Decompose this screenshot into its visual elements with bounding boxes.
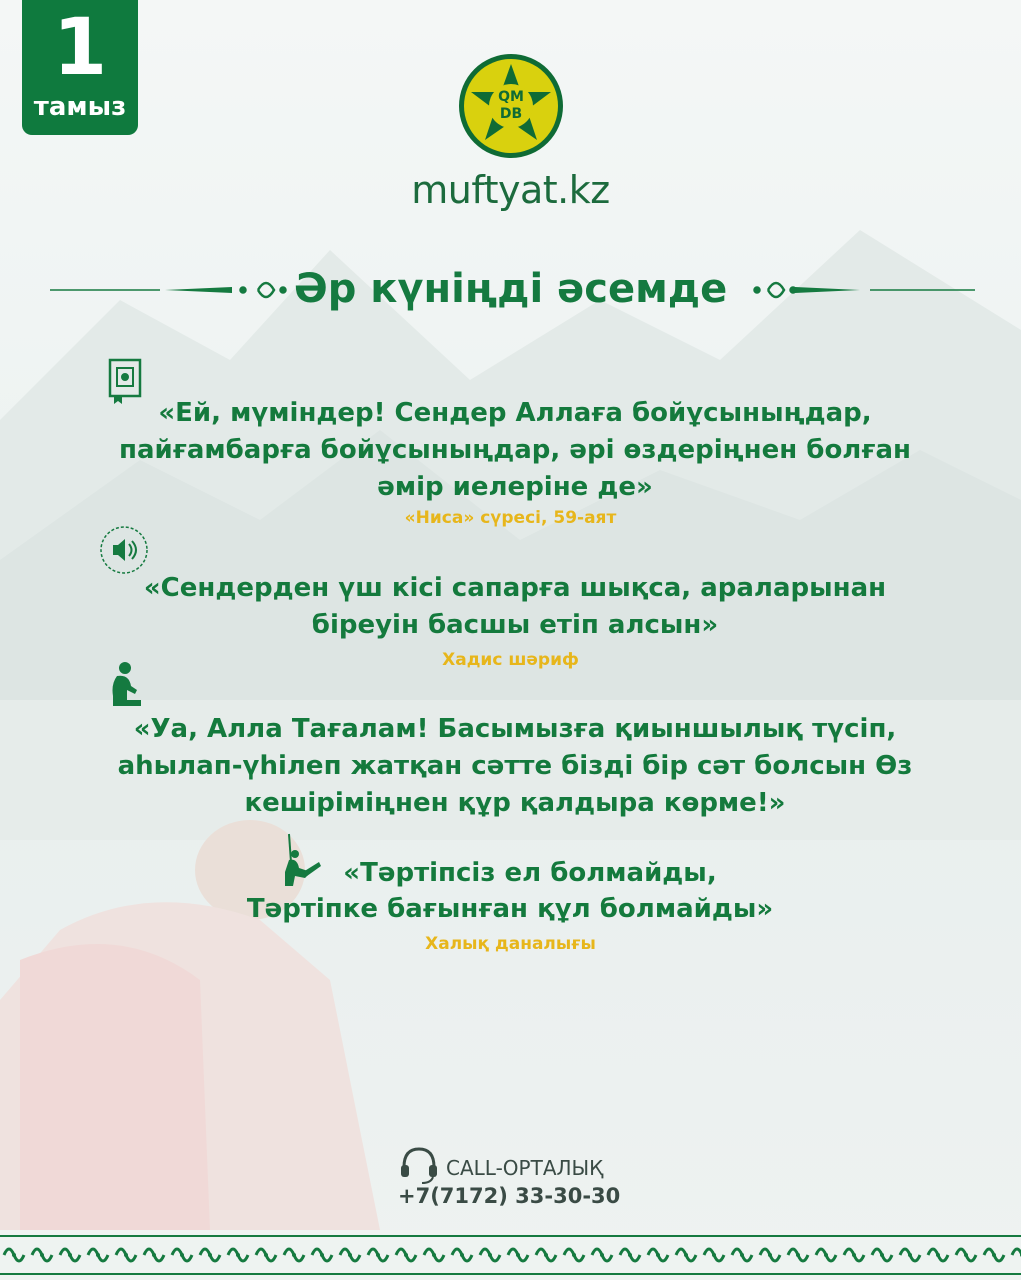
quote-2-line-2: біреуін басшы етіп алсын» (311, 610, 719, 640)
headset-icon (398, 1143, 440, 1189)
quote-3 (90, 711, 940, 822)
quote-2-line-1: «Сендерден үш кісі сапарға шықса, араларынан (143, 573, 887, 603)
quote-2-source: Хадис шәриф (442, 650, 579, 670)
quote-1-source: «Ниса» сүресі, 59-аят (404, 508, 617, 528)
muftyat-logo (457, 52, 565, 160)
quote-1 (90, 395, 940, 506)
call-center-label: CALL-ОРТАЛЫҚ (446, 1156, 604, 1180)
quote-1-line-3: әмір иелеріне де» (377, 472, 653, 502)
logo-text-top: QM (498, 89, 524, 105)
call-center-phone[interactable]: +7(7172) 33-30-30 (398, 1184, 621, 1208)
title-row (0, 258, 1021, 322)
quote-4-line-1: «Тәртіпсіз ел болмайды, (343, 858, 717, 888)
quote-4 (150, 855, 870, 927)
quote-1-line-2: пайғамбарға бойұсыныңдар, әрі өздеріңнен болған (119, 435, 911, 465)
ornament-border (0, 1230, 1021, 1280)
quote-3-line-2: аһылап-үһілеп жатқан сәтте бізді бір сәт болсын Өз (117, 751, 913, 781)
quote-2 (90, 570, 940, 644)
quote-1-line-1: «Ей, мүміндер! Сендер Аллаға бойұсыныңдар, (158, 398, 872, 428)
site-name: muftyat.kz (411, 168, 610, 212)
date-month: тамыз (33, 92, 127, 122)
quote-4-source: Халық даналығы (425, 934, 596, 954)
date-day: 1 (52, 3, 108, 93)
quote-3-line-1: «Уа, Алла Тағалам! Басымызға қиыншылық түсіп, (133, 714, 897, 744)
date-badge (22, 0, 138, 135)
quote-3-line-3: кешіріміңнен құр қалдыра көрме!» (244, 788, 786, 818)
praying-person-icon (107, 660, 147, 712)
logo-text-bottom: DB (499, 106, 523, 122)
page-title: Әр күніңді әсемде (293, 266, 728, 312)
quote-4-line-2: Тәртіпке бағынған құл болмайды» (246, 894, 774, 924)
ornament-border-icon (0, 1230, 1021, 1280)
